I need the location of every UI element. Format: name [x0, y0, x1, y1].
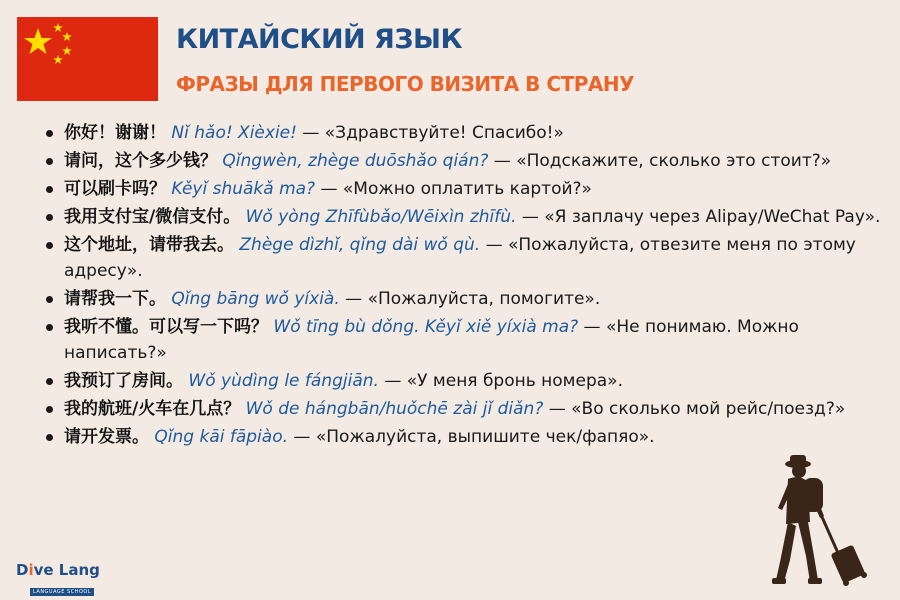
chinese-text: 你好！谢谢！ — [64, 123, 166, 143]
pinyin-text: Wǒ yùdìng le fángjiān. — [188, 371, 379, 391]
translation-text: — «Пожалуйста, отвезите меня по этому адресу». — [64, 235, 856, 281]
school-logo — [16, 561, 106, 595]
pinyin-text: Nǐ hǎo! Xièxie! — [171, 123, 297, 143]
page-subtitle: ФРАЗЫ ДЛЯ ПЕРВОГО ВИЗИТА В СТРАНУ — [176, 72, 635, 96]
chinese-text: 我听不懂。可以写一下吗？ — [64, 317, 268, 337]
list-item — [64, 176, 894, 202]
chinese-text: 请开发票。 — [64, 427, 149, 447]
translation-text: — «Я заплачу через Alipay/WeChat Pay». — [521, 207, 881, 227]
list-item — [64, 286, 894, 312]
phrase-list — [40, 120, 894, 452]
translation-text: — «Не понимаю. Можно написать?» — [64, 317, 799, 363]
list-item — [64, 148, 894, 174]
traveler-with-suitcase-icon — [770, 452, 875, 592]
translation-text: — «Можно оплатить картой?» — [320, 179, 592, 199]
list-item — [64, 232, 894, 284]
chinese-text: 我用支付宝/微信支付。 — [64, 207, 241, 227]
page-title: КИТАЙСКИЙ ЯЗЫК — [176, 24, 463, 55]
chinese-text: 这个地址，请带我去。 — [64, 235, 234, 255]
china-flag-icon — [17, 17, 158, 101]
translation-text: — «Здравствуйте! Спасибо!» — [302, 123, 564, 143]
chinese-text: 我预订了房间。 — [64, 371, 183, 391]
list-item — [64, 314, 894, 366]
chinese-text: 我的航班/火车在几点？ — [64, 399, 241, 419]
pinyin-text: Qǐng bāng wǒ yíxià. — [171, 289, 340, 309]
pinyin-text: Wǒ de hángbān/huǒchē zài jǐ diǎn? — [245, 399, 544, 419]
pinyin-text: Wǒ tīng bù dǒng. Kěyǐ xiě yíxià ma? — [273, 317, 579, 337]
pinyin-text: Qǐng kāi fāpiào. — [154, 427, 289, 447]
chinese-text: 请帮我一下。 — [64, 289, 166, 309]
translation-text: — «Во сколько мой рейс/поезд?» — [548, 399, 846, 419]
pinyin-text: Kěyǐ shuākǎ ma? — [171, 179, 316, 199]
translation-text: — «Пожалуйста, помогите». — [345, 289, 601, 309]
translation-text: — «У меня бронь номера». — [384, 371, 623, 391]
pinyin-text: Qǐngwèn, zhège duōshǎo qián? — [222, 151, 489, 171]
logo-tagline: LANGUAGE SCHOOL — [30, 588, 94, 596]
list-item — [64, 424, 894, 450]
list-item — [64, 120, 894, 146]
chinese-text: 可以刷卡吗？ — [64, 179, 166, 199]
translation-text: — «Подскажите, сколько это стоит?» — [493, 151, 832, 171]
list-item — [64, 396, 894, 422]
list-item — [64, 204, 894, 230]
logo-wordmark: Dive Lang — [16, 561, 100, 579]
translation-text: — «Пожалуйста, выпишите чек/фапяо». — [293, 427, 655, 447]
pinyin-text: Wǒ yòng Zhīfùbǎo/Wēixìn zhīfù. — [245, 207, 517, 227]
chinese-text: 请问，这个多少钱？ — [64, 151, 217, 171]
list-item — [64, 368, 894, 394]
pinyin-text: Zhège dìzhǐ, qǐng dài wǒ qù. — [239, 235, 481, 255]
